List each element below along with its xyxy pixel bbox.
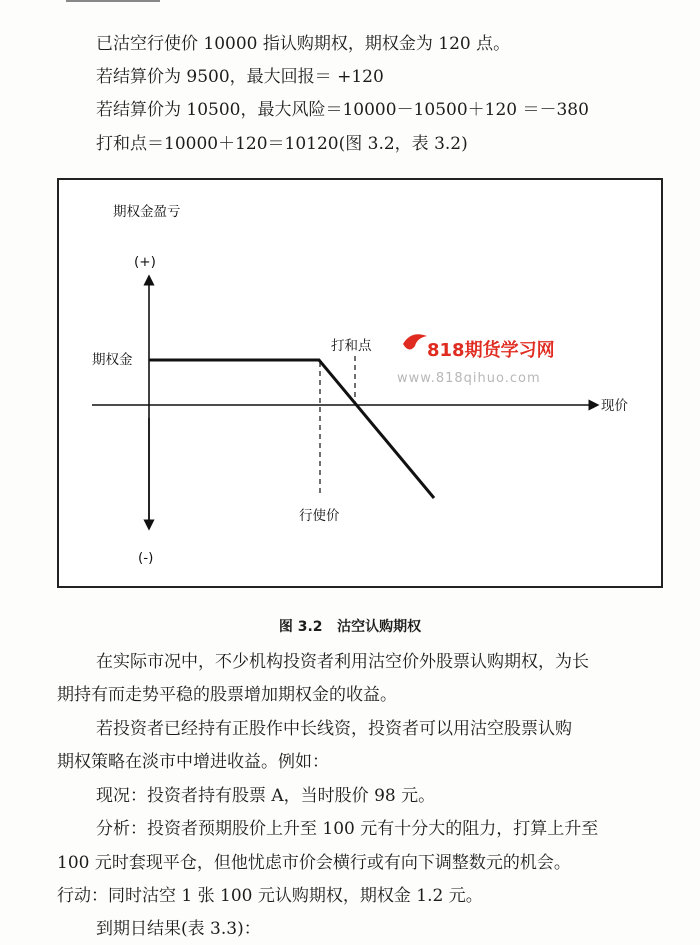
payoff-figure bbox=[57, 178, 663, 588]
watermark bbox=[397, 334, 555, 386]
premium-label: 期权金 bbox=[92, 352, 133, 368]
y-axis-title: 期权金盈亏 bbox=[113, 204, 181, 220]
text-line-3: 若结算价为 10500，最大风险＝10000－10500＋120 ＝－380 bbox=[96, 100, 589, 120]
body-line-4: 期权策略在淡市中增进收益。例如： bbox=[57, 752, 329, 772]
body-line-7: 100 元时套现平仓，但他忧虑市价会横行或有向下调整数元的机会。 bbox=[57, 853, 571, 873]
caption-title: 沽空认购期权 bbox=[337, 619, 422, 635]
body-line-9: 到期日结果(表 3.3)： bbox=[96, 919, 261, 939]
text-line-4: 打和点＝10000＋120＝10120(图 3.2，表 3.2) bbox=[96, 134, 468, 154]
breakeven-label: 打和点 bbox=[331, 338, 372, 354]
plus-label: (+) bbox=[134, 254, 156, 270]
text-line-2: 若结算价为 9500，最大回报＝ +120 bbox=[96, 67, 384, 87]
body-line-3: 若投资者已经持有正股作中长线资，投资者可以用沽空股票认购 bbox=[96, 719, 572, 739]
header-rule bbox=[66, 0, 160, 2]
body-line-8: 行动：同时沽空 1 张 100 元认购期权，期权金 1.2 元。 bbox=[57, 886, 483, 906]
watermark-flame-icon bbox=[403, 334, 427, 349]
strike-label: 行使价 bbox=[299, 508, 340, 524]
payoff-diagram bbox=[59, 180, 665, 590]
body-line-6: 分析：投资者预期股价上升至 100 元有十分大的阻力，打算上升至 bbox=[96, 819, 599, 839]
body-line-2: 期持有而走势平稳的股票增加期权金的收益。 bbox=[57, 685, 397, 705]
payoff-line bbox=[149, 360, 434, 498]
watermark-logo: 818期货学习网 bbox=[427, 340, 555, 361]
caption-number: 图 3.2 bbox=[278, 619, 323, 635]
body-line-1: 在实际市况中，不少机构投资者利用沽空价外股票认购期权，为长 bbox=[96, 652, 589, 672]
body-line-5: 现况：投资者持有股票 A，当时股价 98 元。 bbox=[96, 786, 436, 806]
watermark-url: www.818qihuo.com bbox=[397, 371, 541, 386]
x-axis-label: 现价 bbox=[601, 398, 628, 414]
text-line-1: 已沽空行使价 10000 指认购期权，期权金为 120 点。 bbox=[96, 34, 511, 54]
figure-caption bbox=[0, 616, 700, 636]
minus-label: (-) bbox=[138, 550, 154, 566]
